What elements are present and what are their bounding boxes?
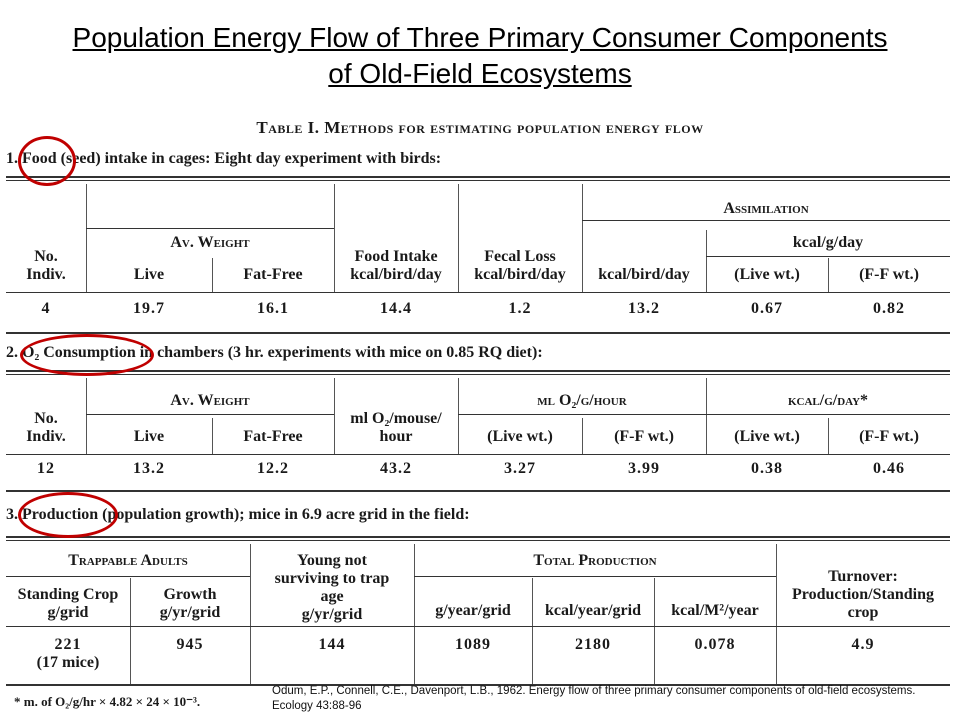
footnote: * m. of O₂/g/hr × 4.82 × 24 × 10⁻³. <box>14 694 201 709</box>
header-growth: Growth g/yr/grid <box>159 586 221 621</box>
s3-value-young: 144 <box>318 636 346 653</box>
header-av-weight: Av. Weight <box>170 392 250 409</box>
header-fat-free: Fat-Free <box>243 266 303 283</box>
header-ml-o2: ml O₂/mouse/ hour <box>350 410 442 445</box>
rule <box>6 292 950 293</box>
s2-value-ml-ff: 3.99 <box>628 460 660 477</box>
rule <box>6 626 950 627</box>
header-live-wt: (Live wt.) <box>734 266 800 283</box>
header-kcal-g-day: kcal/g/day* <box>787 392 869 409</box>
header-turnover: Turnover: Production/Standing crop <box>792 568 934 621</box>
header-ff-wt-2: (F-F wt.) <box>859 428 919 445</box>
highlight-circle-food <box>18 136 76 186</box>
section1-heading: 1. Food (seed) intake in cages: Eight day experiment with birds: <box>6 150 442 167</box>
s2-value-kcal-live: 0.38 <box>751 460 783 477</box>
rule <box>582 220 950 221</box>
header-no-indiv: No. Indiv. <box>26 248 66 283</box>
header-food-intake: Food Intake kcal/bird/day <box>350 248 442 283</box>
rule <box>6 180 950 181</box>
s2-value-ml-o2: 43.2 <box>380 460 412 477</box>
divider <box>532 578 533 684</box>
s3-value-g-year: 1089 <box>455 636 491 653</box>
rule <box>458 414 950 415</box>
rule <box>6 370 950 372</box>
slide-title <box>0 20 960 92</box>
section2-heading: 2. O₂ Consumption in chambers (3 hr. experiments with mice on 0.85 RQ diet): <box>6 344 543 361</box>
s1-value-assim-bird: 13.2 <box>628 300 660 317</box>
header-kcal-m2-year: kcal/M²/year <box>671 602 759 619</box>
citation: Odum, E.P., Connell, C.E., Davenport, L.B., 1962. Energy flow of three primary consumer components of old-field ecosystems. Ecology 43:88-96 <box>272 685 916 712</box>
divider <box>654 578 655 684</box>
header-kcal-g-day: kcal/g/day <box>792 234 864 251</box>
s3-value-growth: 945 <box>176 636 204 653</box>
header-live-wt-2: (Live wt.) <box>734 428 800 445</box>
slide-title-line1: Population Energy Flow of Three Primary Consumer Components <box>72 22 888 53</box>
s3-value-turnover: 4.9 <box>851 636 875 653</box>
header-standing-crop: Standing Crop g/grid <box>17 586 119 621</box>
rule <box>6 374 950 375</box>
header-live-wt: (Live wt.) <box>487 428 553 445</box>
s1-value-fecal-loss: 1.2 <box>508 300 532 317</box>
header-kcal-year-grid: kcal/year/grid <box>545 602 641 619</box>
header-fecal-loss: Fecal Loss kcal/bird/day <box>474 248 566 283</box>
header-total-production: Total Production <box>533 552 657 569</box>
s3-value-kcal-m2: 0.078 <box>694 636 736 653</box>
table-caption: Table I. Methods for estimating population energy flow <box>256 118 704 137</box>
rule <box>6 454 950 455</box>
highlight-circle-production <box>18 492 118 538</box>
rule <box>6 576 250 577</box>
header-trappable-adults: Trappable Adults <box>68 552 188 569</box>
header-fat-free: Fat-Free <box>243 428 303 445</box>
highlight-circle-o2 <box>20 334 154 376</box>
rule <box>86 228 334 229</box>
s2-value-kcal-ff: 0.46 <box>873 460 905 477</box>
s1-value-food-intake: 14.4 <box>380 300 412 317</box>
header-g-year-grid: g/year/grid <box>435 602 511 619</box>
s2-value-live: 13.2 <box>133 460 165 477</box>
s2-value-fat-free: 12.2 <box>257 460 289 477</box>
rule <box>86 414 334 415</box>
rule <box>6 176 950 178</box>
header-ml-g-hour: ml O₂/g/hour <box>537 392 627 409</box>
slide-title-line2: of Old-Field Ecosystems <box>328 58 632 89</box>
header-young-not-surviving: Young not surviving to trap age g/yr/grid <box>274 552 390 623</box>
rule <box>414 576 776 577</box>
header-ff-wt: (F-F wt.) <box>614 428 674 445</box>
s1-value-live: 19.7 <box>133 300 165 317</box>
s1-value-indiv: 4 <box>41 300 51 317</box>
header-no-indiv: No. Indiv. <box>26 410 66 445</box>
rule <box>6 332 950 334</box>
rule <box>6 540 950 541</box>
s2-value-ml-live: 3.27 <box>504 460 536 477</box>
section3-heading: 3. Production (population growth); mice in 6.9 acre grid in the field: <box>6 506 470 523</box>
s2-value-indiv: 12 <box>37 460 55 477</box>
s3-value-kcal-year: 2180 <box>575 636 611 653</box>
rule <box>6 536 950 538</box>
header-assimilation: Assimilation <box>723 200 809 217</box>
s1-value-assim-live: 0.67 <box>751 300 783 317</box>
rule <box>706 256 950 257</box>
header-av-weight: Av. Weight <box>170 234 250 251</box>
s1-value-assim-ff: 0.82 <box>873 300 905 317</box>
header-live: Live <box>133 266 165 283</box>
header-live: Live <box>133 428 165 445</box>
rule <box>6 490 950 492</box>
s1-value-fat-free: 16.1 <box>257 300 289 317</box>
s3-value-standing-crop: 221 (17 mice) <box>36 636 100 671</box>
header-kcal-bird-day: kcal/bird/day <box>598 266 690 283</box>
header-ff-wt: (F-F wt.) <box>859 266 919 283</box>
